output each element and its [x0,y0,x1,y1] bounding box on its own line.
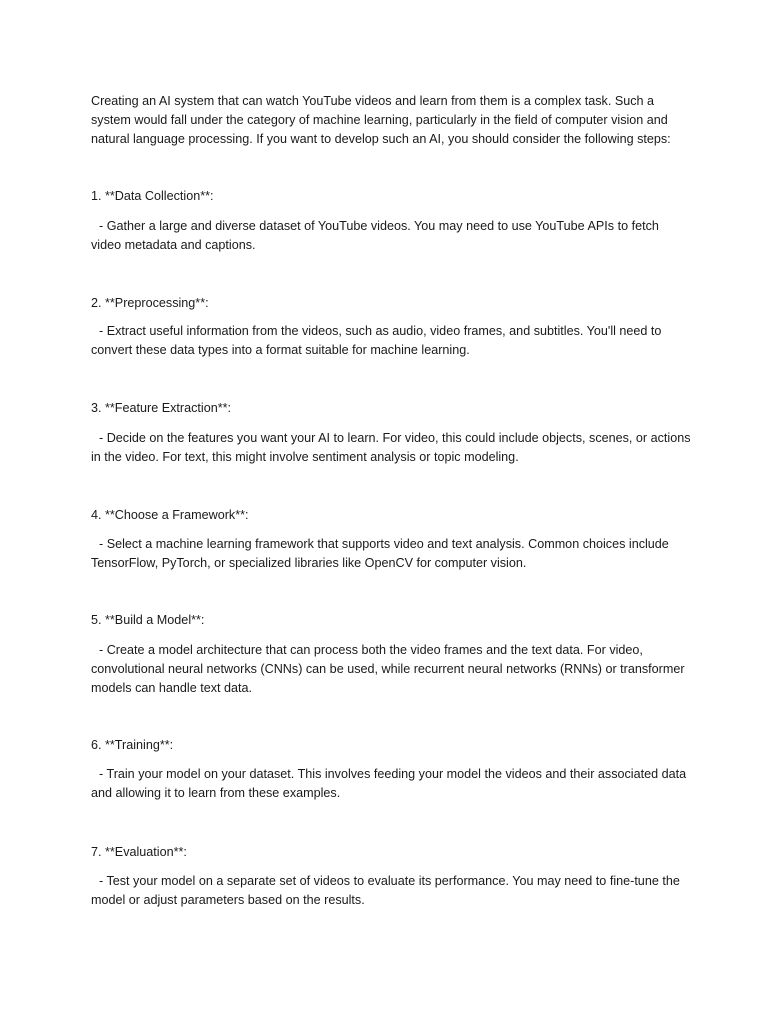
step-5-detail: - Create a model architecture that can process both the video frames and the text data. For video, convolutional neural networks (CNNs) can be used, while recurrent neural networks (RNNs) or transformer models can handle text data. [91,643,685,695]
step-6-heading: 6. **Training**: [91,738,174,752]
step-7-detail: - Test your model on a separate set of videos to evaluate its performance. You may need to fine-tune the model or adjust parameters based on the results. [91,874,680,907]
step-7-heading: 7. **Evaluation**: [91,845,187,859]
step-5-heading: 5. **Build a Model**: [91,613,205,627]
step-6-detail: - Train your model on your dataset. This involves feeding your model the videos and their associated data and allowing it to learn from these examples. [91,767,687,800]
intro-paragraph: Creating an AI system that can watch YouTube videos and learn from them is a complex task. Such a system would fall under the category of machine learning, particularly in the field of computer vision and natural language processing. If you want to develop such an AI, you should consider the following steps: [91,94,671,146]
step-2-detail: - Extract useful information from the videos, such as audio, video frames, and subtitles. You'll need to convert these data types into a format suitable for machine learning. [91,324,662,357]
step-4-detail: - Select a machine learning framework that supports video and text analysis. Common choices include TensorFlow, PyTorch, or specialized libraries like OpenCV for computer vision. [91,537,669,570]
step-1-heading: 1. **Data Collection**: [91,189,214,203]
step-3-heading: 3. **Feature Extraction**: [91,401,232,415]
step-4-heading: 4. **Choose a Framework**: [91,508,249,522]
step-2-heading: 2. **Preprocessing**: [91,296,209,310]
step-1-detail: - Gather a large and diverse dataset of YouTube videos. You may need to use YouTube APIs to fetch video metadata and captions. [91,219,659,252]
step-3-detail: - Decide on the features you want your AI to learn. For video, this could include objects, scenes, or actions in the video. For text, this might involve sentiment analysis or topic modeling. [91,431,691,464]
